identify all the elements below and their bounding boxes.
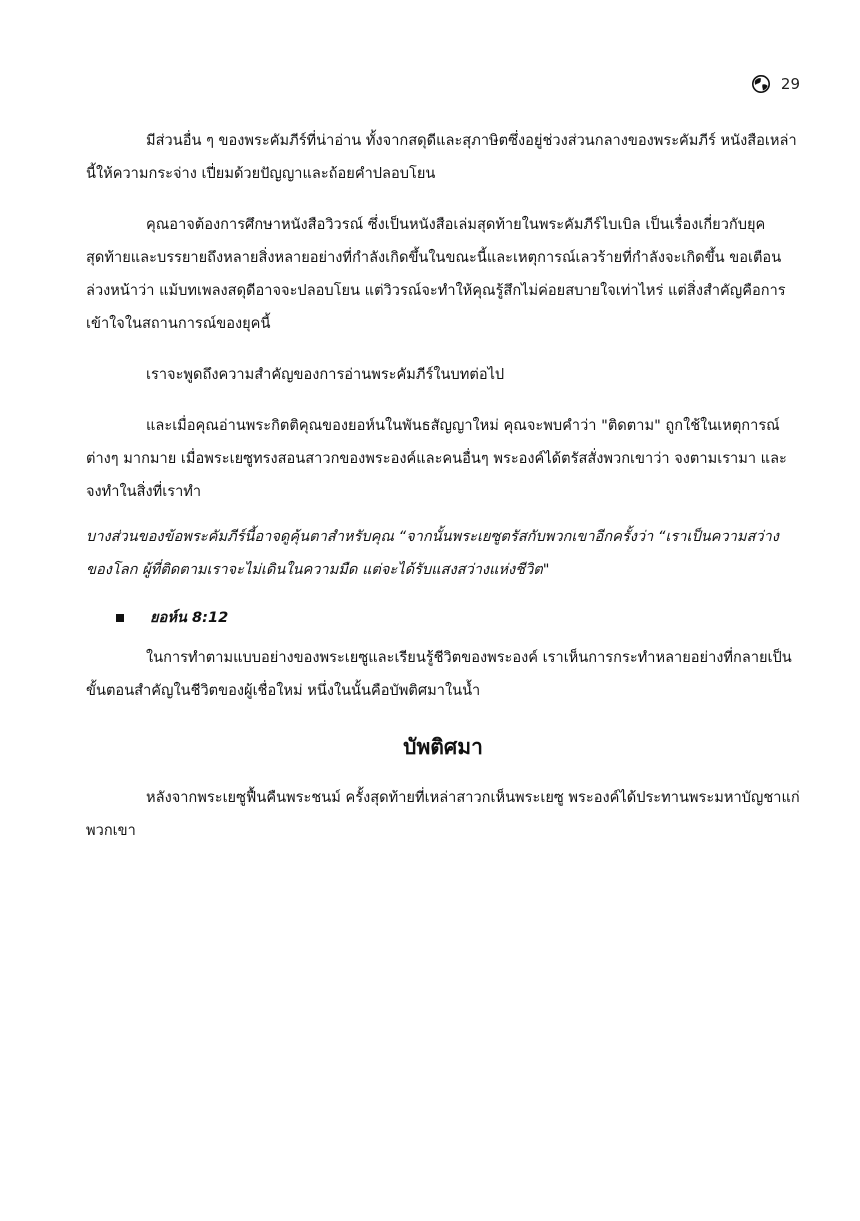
page-number: 29	[780, 75, 800, 93]
page-header	[751, 74, 800, 94]
paragraph-following-jesus: ในการทำตามแบบอย่างของพระเยซูและเรียนรู้ชีวิตของพระองค์ เราเห็นการกระทำหลายอย่างที่กลายเป็นขั้นตอนสำคัญในชีวิตของผู้เชื่อใหม่ หนึ่งในนั้นคือบัพติศมาในน้ำ	[86, 649, 792, 699]
page-body	[86, 124, 800, 847]
section-heading: บัพติศมา	[403, 735, 483, 759]
reference-text: ยอห์น 8:12	[150, 609, 229, 626]
paragraph-great-commission: หลังจากพระเยซูฟื้นคืนพระชนม์ ครั้งสุดท้ายที่เหล่าสาวกเห็นพระเยซู พระองค์ได้ประทานพระมหาบัญชาแก่พวกเขา	[86, 789, 800, 839]
square-bullet-icon	[116, 614, 124, 622]
scripture-quote: บางส่วนของข้อพระคัมภีร์นี้อาจดูคุ้นตาสำหรับคุณ “จากนั้นพระเยซูตรัสกับพวกเขาอีกครั้งว่า “เราเป็นความสว่างของโลก ผู้ที่ติดตามเราจะไม่เดินในความมืด แต่จะได้รับแสงสว่างแห่งชีวิต"	[86, 528, 779, 578]
paragraph-next-chapter: เราจะพูดถึงความสำคัญของการอ่านพระคัมภีร์ในบทต่อไป	[146, 366, 505, 383]
paragraph-gospel-john: และเมื่อคุณอ่านพระกิตติคุณของยอห์นในพันธสัญญาใหม่ คุณจะพบคำว่า "ติดตาม" ถูกใช้ในเหตุการณ์ต่างๆ มากมาย เมื่อพระเยซูทรงสอนสาวกของพระองค์และคนอื่นๆ พระองค์ได้ตรัสสั่งพวกเขาว่า จงตามเรามา และจงทำในสิ่งที่เราทำ	[86, 417, 787, 500]
scripture-reference	[86, 606, 800, 629]
paragraph-other-books: มีส่วนอื่น ๆ ของพระคัมภีร์ที่น่าอ่าน ทั้งจากสดุดีและสุภาษิตซึ่งอยู่ช่วงส่วนกลางของพระคัมภีร์ หนังสือเหล่านี้ให้ความกระจ่าง เปี่ยมด้วยปัญญาและถ้อยคำปลอบโยน	[86, 132, 797, 182]
globe-icon	[751, 74, 771, 94]
paragraph-revelation: คุณอาจต้องการศึกษาหนังสือวิวรณ์ ซึ่งเป็นหนังสือเล่มสุดท้ายในพระคัมภีร์ไบเบิล เป็นเรื่องเกี่ยวกับยุคสุดท้ายและบรรยายถึงหลายสิ่งหลายอย่างที่กำลังเกิดขึ้นในขณะนี้และเหตุการณ์เลวร้ายที่กำลังจะเกิดขึ้น ขอเตือนล่วงหน้าว่า แม้บทเพลงสดุดีอาจจะปลอบโยน แต่วิวรณ์จะทำให้คุณรู้สึกไม่ค่อยสบายใจเท่าไหร่ แต่สิ่งสำคัญคือการเข้าใจในสถานการณ์ของยุคนี้	[86, 216, 786, 332]
